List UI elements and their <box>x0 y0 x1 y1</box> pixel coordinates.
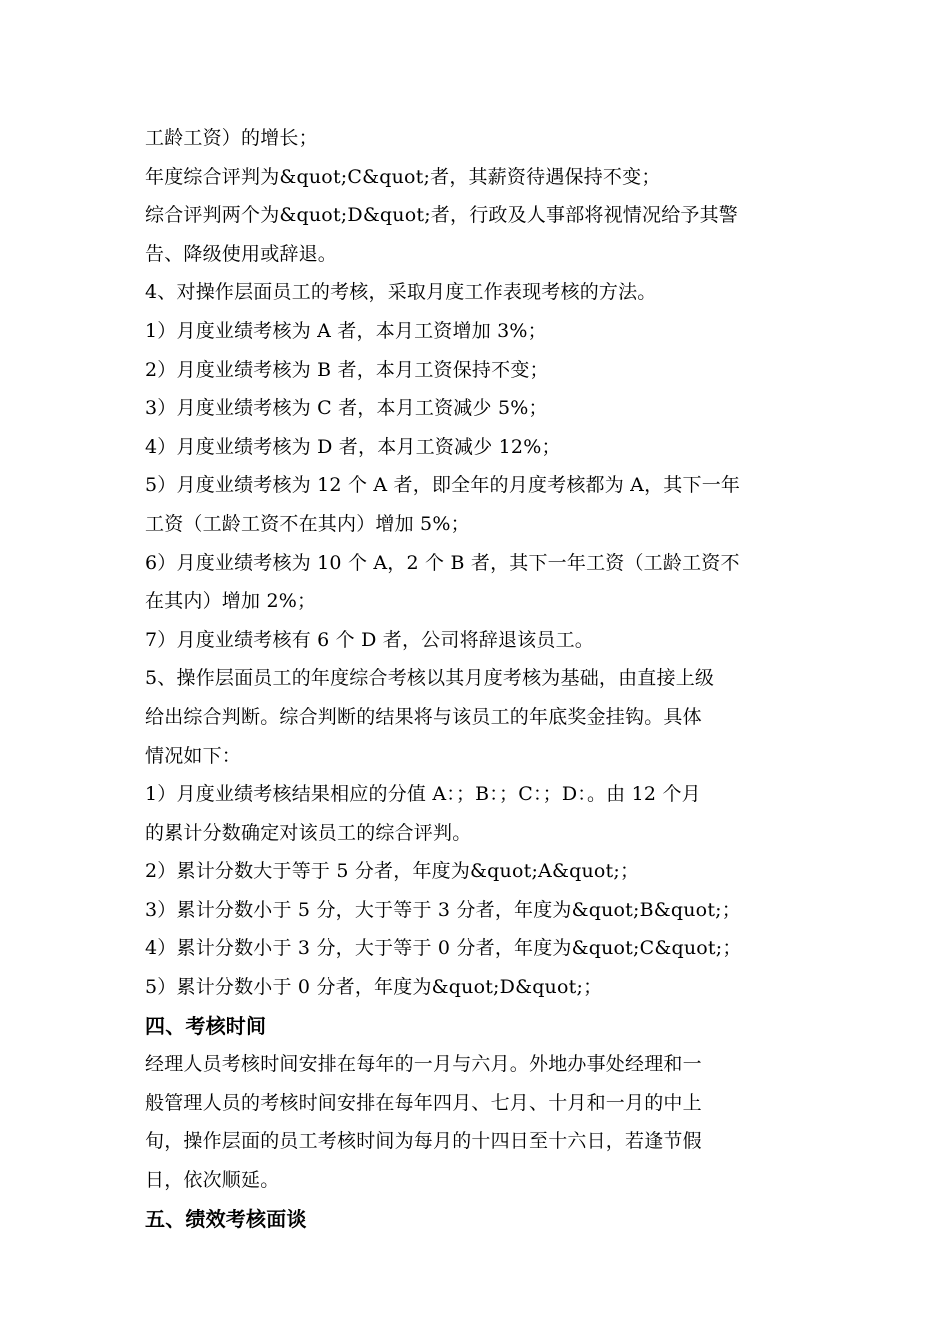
text-line: 4）月度业绩考核为 D 者，本月工资减少 12%； <box>145 435 561 458</box>
text-line: 5、操作层面员工的年度综合考核以其月度考核为基础，由直接上级 <box>145 667 715 690</box>
text-line: 1）月度业绩考核为 A 者，本月工资增加 3%； <box>145 319 547 342</box>
text-line: 情况如下： <box>145 744 242 767</box>
text-line: 综合评判两个为&quot;D&quot;者，行政及人事部将视情况给予其警 <box>145 204 739 227</box>
text-line: 告、降级使用或辞退。 <box>145 242 338 265</box>
text-line: 工龄工资）的增长； <box>145 127 318 149</box>
text-line: 3）累计分数小于 5 分，大于等于 3 分者，年度为&quot;B&quot;； <box>145 898 741 921</box>
text-line: 1）月度业绩考核结果相应的分值 A：；B：；C：；D：。由 12 个月 <box>145 783 701 806</box>
text-line: 6）月度业绩考核为 10 个 A，2 个 B 者，其下一年工资（工龄工资不 <box>145 551 740 574</box>
document-body <box>145 119 807 1238</box>
text-line: 3）月度业绩考核为 C 者，本月工资减少 5%； <box>145 397 548 420</box>
text-line: 5）累计分数小于 0 分者，年度为&quot;D&quot;； <box>145 976 603 999</box>
text-line: 日，依次顺延。 <box>145 1169 280 1192</box>
text-line: 年度综合评判为&quot;C&quot;者，其薪资待遇保持不变； <box>145 165 661 188</box>
section-heading-performance-interview: 五、绩效考核面谈 <box>145 1206 307 1231</box>
text-line: 5）月度业绩考核为 12 个 A 者，即全年的月度考核都为 A，其下一年 <box>145 474 741 497</box>
text-line: 7）月度业绩考核有 6 个 D 者，公司将辞退该员工。 <box>145 628 594 651</box>
text-line: 4、对操作层面员工的考核，采取月度工作表现考核的方法。 <box>145 281 657 304</box>
text-line: 的累计分数确定对该员工的综合评判。 <box>145 821 472 844</box>
section-heading-assessment-time: 四、考核时间 <box>145 1013 267 1038</box>
text-line: 2）累计分数大于等于 5 分者，年度为&quot;A&quot;； <box>145 860 640 883</box>
text-line: 给出综合判断。综合判断的结果将与该员工的年底奖金挂钩。具体 <box>145 705 702 728</box>
text-line: 工资（工龄工资不在其内）增加 5%； <box>145 512 470 535</box>
text-line: 2）月度业绩考核为 B 者，本月工资保持不变； <box>145 358 549 381</box>
text-line: 旬，操作层面的员工考核时间为每月的十四日至十六日，若逢节假 <box>145 1130 702 1153</box>
text-line: 经理人员考核时间安排在每年的一月与六月。外地办事处经理和一 <box>145 1053 702 1076</box>
text-line: 4）累计分数小于 3 分，大于等于 0 分者，年度为&quot;C&quot;； <box>145 937 742 960</box>
text-line: 在其内）增加 2%； <box>145 590 317 613</box>
text-line: 般管理人员的考核时间安排在每年四月、七月、十月和一月的中上 <box>145 1091 702 1114</box>
